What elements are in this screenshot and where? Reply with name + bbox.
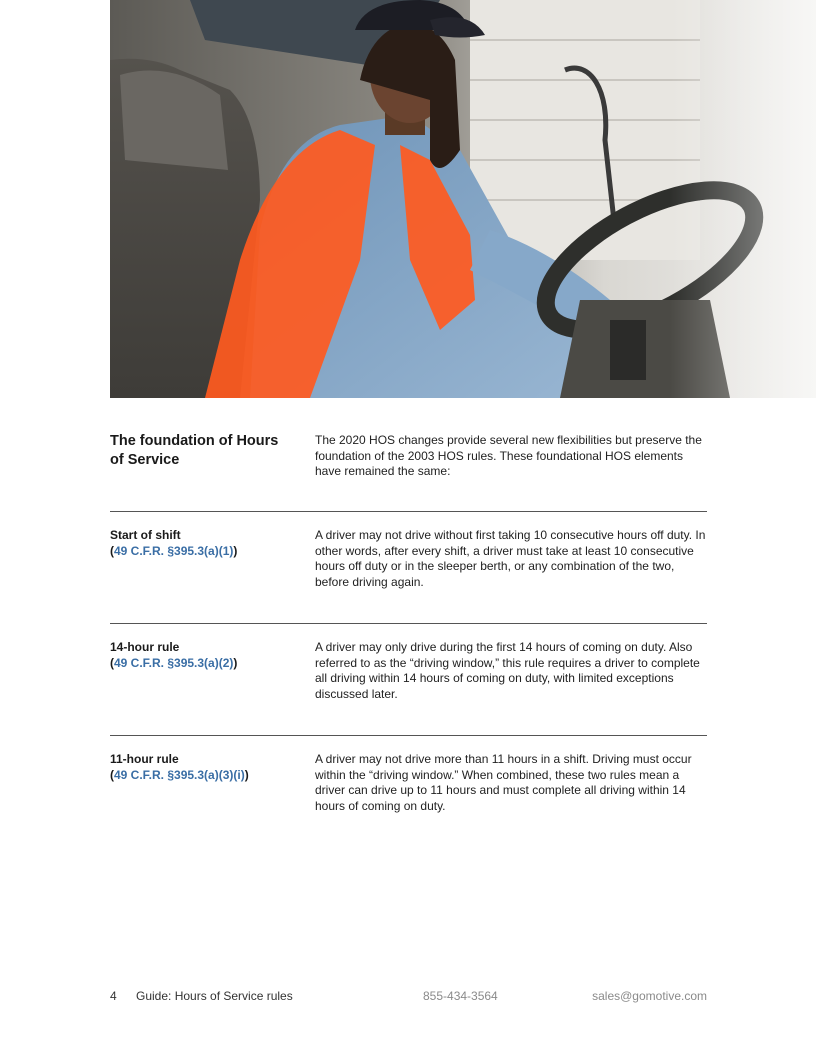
citation-link[interactable]: 49 C.F.R. §395.3(a)(3)(i) (114, 767, 245, 782)
intro-paragraph: The 2020 HOS changes provide several new flexibilities but preserve the foundation of the 2003 HOS rules. These foundational HOS elements have remained the same: (315, 433, 702, 478)
citation-paren-close: ) (233, 543, 238, 558)
page-number: 4 (110, 989, 117, 1003)
rule-citation (110, 656, 300, 672)
hero-photo (110, 0, 816, 398)
rule-description: A driver may not drive more than 11 hours in a shift. Driving must occur within the “driving window.” When combined, these two rules mean a driver can drive up to 11 hours and must complete all driving within 14 hours of coming on duty. (315, 752, 692, 813)
email-link[interactable]: sales@gomotive.com (592, 989, 707, 1003)
divider (110, 735, 707, 736)
guide-title: Guide: Hours of Service rules (136, 989, 293, 1003)
section-heading: The foundation of Hours of Service (110, 433, 279, 468)
citation-link[interactable]: 49 C.F.R. §395.3(a)(2) (114, 655, 234, 670)
citation-paren-open: ( (110, 655, 114, 670)
citation-link[interactable]: 49 C.F.R. §395.3(a)(1) (114, 543, 234, 558)
phone-number[interactable]: 855-434-3564 (423, 989, 498, 1003)
page-footer (110, 989, 707, 1005)
rule-name: Start of shift (110, 528, 181, 542)
rule-title-14-hour (110, 640, 300, 671)
divider (110, 511, 707, 512)
rule-citation (110, 768, 300, 784)
citation-paren-close: ) (233, 655, 238, 670)
rule-description: A driver may only drive during the first 14 hours of coming on duty. Also referred to as the “driving window,” this rule requires a driver to complete all driving within 14 hours of coming on duty, with limited exceptions discussed later. (315, 640, 700, 701)
truck-driver-illustration (110, 0, 816, 398)
rule-citation (110, 544, 300, 560)
rule-title-11-hour (110, 752, 300, 783)
divider (110, 623, 707, 624)
rule-name: 14-hour rule (110, 640, 180, 654)
rule-title-start-of-shift (110, 528, 300, 559)
rule-name: 11-hour rule (110, 752, 179, 766)
citation-paren-close: ) (244, 767, 249, 782)
rule-description: A driver may not drive without first taking 10 consecutive hours off duty. In other words, after every shift, a driver must take at least 10 consecutive hours off duty or in the sleeper berth, or any combination of the two, before driving again. (315, 528, 706, 589)
citation-paren-open: ( (110, 543, 114, 558)
citation-paren-open: ( (110, 767, 114, 782)
